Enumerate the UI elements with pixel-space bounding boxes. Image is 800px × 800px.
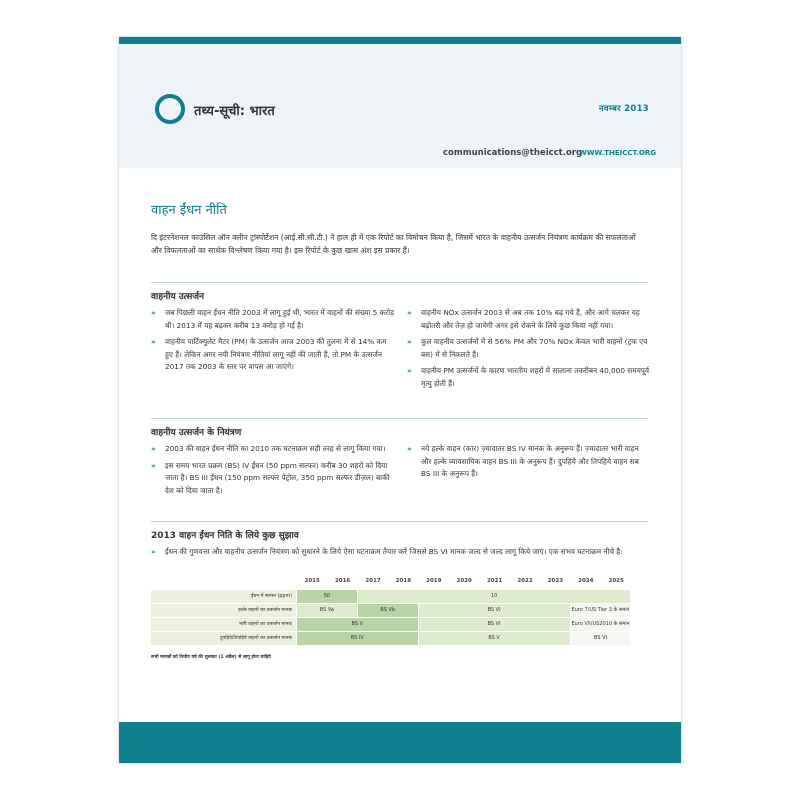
list-item-text: नये हल्के वाहन (कार) ज़्यादातर BS IV मानक के अनुरूप हैं। ज़्यादातर भारी वाहन और हल्के व्यावसायिक वाहन BS III के अनुरूप हैं। दुपहिये और तिपहिये वाहन सब BS III के अनुरूप हैं। [421,444,639,478]
list-item-text: जब पिछली वाहन ईंधन नीति 2003 में लागू हुई थी, भारत में वाहनों की संख्या 5 करोड़ थी। 2013 में यह बढ़कर करीब 13 करोड़ हो गई है। [165,308,394,330]
section-divider [151,282,648,283]
timeline-cell: BS VI [419,618,570,631]
contact-email-link[interactable]: communications@theicct.org [443,148,583,158]
list-item [151,307,396,332]
list-item [151,460,396,498]
timeline-year: 2023 [547,578,564,584]
timeline-cell: BS V [297,618,418,631]
bullet-icon: » [407,308,412,317]
timeline-row-label: दुपहिये/तिपहिये वाहनों का उत्सर्जन मानक [151,632,296,645]
bullet-icon: » [151,547,156,556]
timeline-cell: Euro 7/US Tier 3 के समान [571,604,631,617]
bullet-icon: » [407,337,412,346]
bullet-icon: » [407,444,412,453]
list-item [151,546,649,559]
bullet-icon: » [151,337,156,346]
section-divider [151,521,648,522]
intro-paragraph: दि इंटरनेशनल काउंसिल ऑन क्लीन ट्रांस्पोर्टेशन (आई.सी.सी.टी.) ने हाल ही में एक रिपोर्ट का विमोचन किया है, जिसमें भारत के वाहनीय उत्सर्जन नियंत्रण कार्यक्रम की सफलताओं और विफलताओं का सार्थक विश्लेषण किया गया है। इस रिपोर्ट के कुछ खास अंश इस प्रकार हैं। [151,233,636,255]
fact-sheet-page [119,37,681,763]
timeline-year: 2016 [334,578,351,584]
list-item [151,443,396,456]
circle-logo-icon [155,94,185,124]
timeline-row-label: भारी वाहनों का उत्सर्जन मानक [151,618,296,631]
list-item-text: 2003 की वाहन ईंधन नीति का 2010 तक घटनाक्रम सही तरह से लागू किया गया। [165,444,386,453]
timeline-year: 2024 [578,578,594,584]
top-accent-bar [119,37,681,44]
list-item-text: वाहनीय PM उत्सर्जनों के कारण भारतीय शहरों में सालाना तकरीबन 40,000 समयपूर्व मृत्यु होती हैं। [421,366,650,388]
timeline-cell: BS VI [419,604,570,617]
timeline-year: 2015 [304,578,320,584]
bullet-icon: » [407,366,412,375]
timeline-year: 2019 [426,578,442,584]
timeline-year: 2021 [486,578,503,584]
list-item-text: वाहनीय NOx उत्सर्जन 2003 से अब तक 10% बढ़ गये हैं, और आगे चलकर यह बढ़ोतरी और तेज़ हो जायेगी अगर इसे रोकने के लिये कुछ किया नहीं गया। [421,308,640,330]
timeline-cell: 50 [297,590,357,603]
list-item-text: ईंधन की गुणवत्ता और वाहनीय उत्सर्जन नियंत्रण को सुधारने के लिये ऐसा घटनाक्रम तैयार करें जिससे BS VI मानक जल्द से जल्द लागू किये जाएं। एक संभव घटनाक्रम नीचे है: [165,547,623,556]
list-item-text: इस समय भारत प्रक्रम (BS) IV ईंधन (50 ppm सल्फर) करीब 30 शहरों को दिया जाता है। BS III ईंधन (150 ppm सल्फर पेट्रोल, 350 ppm सल्फर डीज़ल) बाकी देश को दिया जाता है। [165,460,390,495]
timeline-row [151,590,627,604]
list-item-text: कुल वाहनीय उत्सर्जनों में से 56% PM और 70% NOx केवल भारी वाहनों (ट्रक एवं बस) में से निकलते हैं। [421,337,648,359]
timeline-row [151,632,627,646]
website-link[interactable]: WWW.THEICCT.ORG [579,149,657,157]
list-item [407,443,649,481]
bullet-icon: » [151,444,156,453]
timeline-cell: BS IV [297,632,418,645]
timeline-cell: Euro VII/US2010 के समान [571,618,631,631]
page-heading: वाहन ईंधन नीति [151,203,227,218]
emissions-left-list [151,307,396,378]
timeline-year: 2017 [365,578,381,584]
timeline-cell: 10 [358,590,631,603]
control-right-list [407,443,649,485]
timeline-cell: BS Va [297,604,357,617]
timeline-footnote: सभी मानकों को तिथीय वर्ष की शुरुवात (1 अप्रैल) से लागू होना चाहिये [151,655,271,660]
timeline-cell: BS V [419,632,570,645]
list-item [407,365,649,390]
list-item [151,336,396,374]
document-date: नवम्बर 2013 [598,104,649,114]
emissions-right-list [407,307,649,394]
header-band [119,44,681,168]
timeline-cell: BS VI [571,632,631,645]
timeline-year: 2025 [608,578,624,584]
timeline-year: 2020 [456,578,472,584]
document-title: तथ्य-सूची: भारत [194,104,275,119]
section-title-emissions: वाहनीय उत्सर्जन [151,292,205,302]
section-title-suggestions: 2013 वाहन ईंधन निति के लिये कुछ सुझाव [151,531,299,541]
list-item [407,307,649,332]
bottom-accent-bar [119,722,681,763]
bullet-icon: » [151,460,156,470]
timeline-row-label: ईंधन में सल्फर (ppm) [151,590,296,603]
section-divider [151,418,648,419]
suggestions-list [151,546,649,563]
section-title-control: वाहनीय उत्सर्जन के नियंत्रण [151,428,242,438]
timeline-year: 2022 [517,578,533,584]
timeline-year: 2018 [395,578,412,584]
timeline-row [151,604,630,618]
timeline-row [151,618,630,632]
timeline-cell: BS Vb [358,604,418,617]
control-left-list [151,443,396,501]
timeline-row-label: हल्के वाहनों का उत्सर्जन मानक [151,604,296,617]
list-item [407,336,649,361]
bullet-icon: » [151,308,156,317]
list-item-text: वाहनीय पार्टिक्युलेट मैटर (PM) के उत्सर्जन आज 2003 की तुलना में से 14% कम हुए हैं। लेकिन अगर नयी नियंत्रण नीतियां लागू नहीं की जाती हैं, तो PM के उत्सर्जन 2017 तक 2003 के स्तर पर वापस आ जाएंगे। [165,337,387,371]
